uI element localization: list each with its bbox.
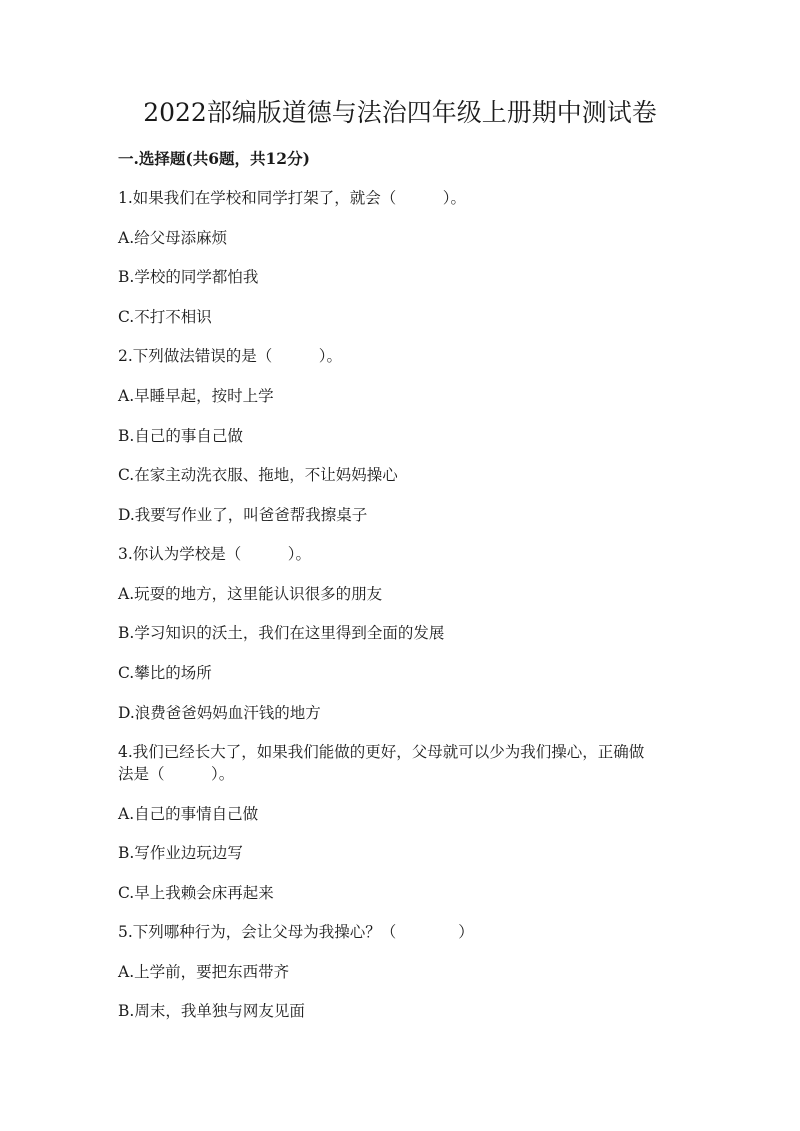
question-5-option-b: B.周末，我单独与网友见面 (118, 1002, 305, 1020)
question-1-option-b: B.学校的同学都怕我 (118, 268, 259, 286)
question-1-option-a: A.给父母添麻烦 (118, 229, 228, 247)
question-1-option-c: C.不打不相识 (118, 308, 212, 326)
question-4-stem-line-1: 4.我们已经长大了，如果我们能做的更好，父母就可以少为我们操心，正确做 (118, 743, 645, 761)
question-4-option-a: A.自己的事情自己做 (118, 805, 259, 823)
question-3-option-a: A.玩耍的地方，这里能认识很多的朋友 (118, 585, 383, 603)
question-3-stem: 3.你认为学校是（ ）。 (118, 545, 312, 563)
page-title: 2022部编版道德与法治四年级上册期中测试卷 (143, 98, 657, 127)
question-2-stem: 2.下列做法错误的是（ ）。 (118, 347, 343, 365)
question-2-option-c: C.在家主动洗衣服、拖地，不让妈妈操心 (118, 466, 398, 484)
question-4-stem-line-2: 法是（ ）。 (118, 765, 235, 783)
question-3-option-b: B.学习知识的沃土，我们在这里得到全面的发展 (118, 624, 445, 642)
question-4-option-b: B.写作业边玩边写 (118, 844, 243, 862)
question-2-option-a: A.早睡早起，按时上学 (118, 387, 274, 405)
question-3-option-c: C.攀比的场所 (118, 664, 212, 682)
question-3-option-d: D.浪费爸爸妈妈血汗钱的地方 (118, 704, 321, 722)
question-2-option-d: D.我要写作业了，叫爸爸帮我擦桌子 (118, 506, 368, 524)
question-5-option-a: A.上学前，要把东西带齐 (118, 963, 290, 981)
question-2-option-b: B.自己的事自己做 (118, 427, 243, 445)
question-4-option-c: C.早上我赖会床再起来 (118, 884, 274, 902)
question-5-stem: 5.下列哪种行为，会让父母为我操心？（ ） (118, 923, 474, 941)
question-1-stem: 1.如果我们在学校和同学打架了，就会（ ）。 (118, 189, 467, 207)
section-heading: 一.选择题(共6题，共12分) (118, 149, 310, 168)
